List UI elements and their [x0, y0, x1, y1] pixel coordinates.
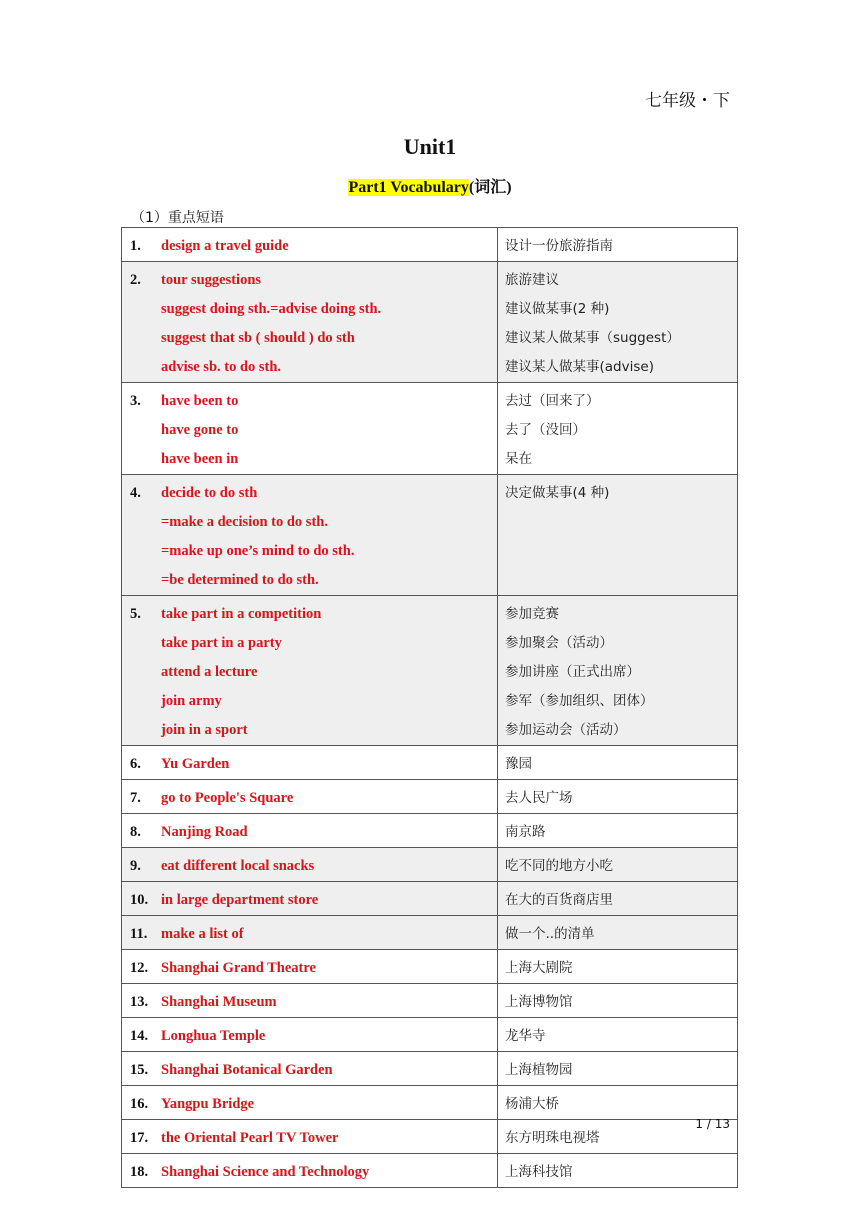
phrase-line: [130, 324, 497, 353]
vocab-row: [122, 950, 738, 984]
vocabulary-table: [121, 227, 738, 1188]
vocab-row: [122, 475, 738, 596]
meaning-text: 上海博物馆: [505, 994, 573, 1010]
phrase-text: Shanghai Museum: [161, 994, 277, 1010]
phrase-cell: [122, 950, 498, 984]
vocab-row: [122, 1052, 738, 1086]
meaning-cell: [498, 882, 738, 916]
phrase-line: [130, 266, 497, 295]
meaning-text: 参加聚会（活动）: [505, 635, 613, 651]
row-number: 5.: [130, 606, 141, 622]
phrase-text: design a travel guide: [161, 238, 289, 254]
phrase-line: [130, 954, 497, 983]
row-number: 15.: [130, 1062, 149, 1078]
phrase-line: [130, 988, 497, 1017]
meaning-cell: [498, 1086, 738, 1120]
phrase-line: [130, 566, 497, 595]
row-number: 14.: [130, 1028, 149, 1044]
phrase-text: Yangpu Bridge: [161, 1096, 255, 1112]
phrase-text: have gone to: [161, 422, 239, 438]
meaning-text: 去人民广场: [505, 790, 573, 806]
phrase-text: join army: [161, 693, 222, 709]
meaning-text: 吃不同的地方小吃: [505, 858, 613, 874]
phrase-cell: [122, 228, 498, 262]
phrase-cell: [122, 780, 498, 814]
phrase-cell: [122, 1086, 498, 1120]
meaning-text: 做一个..的清单: [505, 926, 595, 942]
row-number: 3.: [130, 393, 141, 409]
vocab-row: [122, 848, 738, 882]
phrase-text: in large department store: [161, 892, 319, 908]
phrase-text: join in a sport: [161, 722, 248, 738]
phrase-line: [130, 387, 497, 416]
phrase-cell: [122, 596, 498, 746]
meaning-text: 参加竞赛: [505, 606, 559, 622]
part-title: [0, 174, 860, 197]
meaning-text: 建议某人做某事（suggest）: [505, 330, 680, 346]
meaning-cell: [498, 383, 738, 475]
phrase-line: [130, 629, 497, 658]
vocab-row: [122, 1018, 738, 1052]
meaning-cell: [498, 814, 738, 848]
phrase-text: =make a decision to do sth.: [161, 514, 328, 530]
unit-title: Unit1: [403, 134, 457, 159]
row-number: 18.: [130, 1164, 149, 1180]
phrase-cell: [122, 475, 498, 596]
phrase-text: eat different local snacks: [161, 858, 315, 874]
phrase-text: Nanjing Road: [161, 824, 248, 840]
phrase-line: [130, 687, 497, 716]
meaning-text: 上海植物园: [505, 1062, 573, 1078]
phrase-line: [130, 750, 497, 779]
phrase-cell: [122, 1052, 498, 1086]
meaning-cell: [498, 916, 738, 950]
phrase-cell: [122, 1154, 498, 1188]
row-number: 7.: [130, 790, 141, 806]
phrase-line: [130, 1056, 497, 1085]
phrase-text: Shanghai Grand Theatre: [161, 960, 316, 976]
grade-label: 七年级・下: [645, 91, 730, 111]
meaning-text: 龙华寺: [505, 1028, 546, 1044]
meaning-text: 呆在: [505, 451, 532, 467]
phrase-text: attend a lecture: [161, 664, 258, 680]
phrase-text: the Oriental Pearl TV Tower: [161, 1130, 339, 1146]
phrase-cell: [122, 916, 498, 950]
phrase-text: Yu Garden: [161, 756, 230, 772]
meaning-cell: [498, 475, 738, 596]
phrase-text: decide to do sth: [161, 485, 258, 501]
vocab-row: [122, 814, 738, 848]
meaning-text: 参加运动会（活动）: [505, 722, 627, 738]
phrase-line: [130, 508, 497, 537]
meaning-text: 上海大剧院: [505, 960, 573, 976]
phrase-line: [130, 416, 497, 445]
phrase-text: =make up one’s mind to do sth.: [161, 543, 355, 559]
phrase-line: [130, 1022, 497, 1051]
row-number: 11.: [130, 926, 148, 942]
meaning-text: 参军（参加组织、团体）: [505, 693, 654, 709]
phrase-line: [130, 1090, 497, 1119]
phrase-line: [130, 295, 497, 324]
row-number: 10.: [130, 892, 149, 908]
phrase-text: advise sb. to do sth.: [161, 359, 282, 375]
phrase-cell: [122, 984, 498, 1018]
vocab-row: [122, 1154, 738, 1188]
vocab-row: [122, 916, 738, 950]
phrase-line: [130, 600, 497, 629]
phrase-line: [130, 886, 497, 915]
phrase-line: [130, 232, 497, 261]
meaning-cell: [498, 1052, 738, 1086]
meaning-text: 南京路: [505, 824, 546, 840]
phrase-line: [130, 818, 497, 847]
vocab-row: [122, 746, 738, 780]
row-number: 6.: [130, 756, 141, 772]
vocab-row: [122, 596, 738, 746]
meaning-text: 建议做某事(2 种): [505, 301, 610, 317]
meaning-cell: [498, 228, 738, 262]
row-number: 8.: [130, 824, 141, 840]
phrase-cell: [122, 814, 498, 848]
phrase-text: Shanghai Botanical Garden: [161, 1062, 333, 1078]
phrase-line: [130, 479, 497, 508]
meaning-text: 去过（回来了）: [505, 393, 600, 409]
phrase-cell: [122, 262, 498, 383]
row-number: 1.: [130, 238, 141, 254]
vocab-row: [122, 1086, 738, 1120]
vocab-row: [122, 228, 738, 262]
phrase-line: [130, 852, 497, 881]
section-title: （1）重点短语: [131, 210, 224, 226]
row-number: 2.: [130, 272, 141, 288]
part-title-highlight: Part1 Vocabulary: [348, 179, 469, 196]
meaning-cell: [498, 1154, 738, 1188]
meaning-cell: [498, 1018, 738, 1052]
phrase-line: [130, 658, 497, 687]
vocab-row: [122, 383, 738, 475]
vocabulary-table-body: [122, 228, 738, 1188]
phrase-text: have been in: [161, 451, 239, 467]
vocab-row: [122, 780, 738, 814]
meaning-text: 建议某人做某事(advise): [505, 359, 654, 375]
meaning-text: 参加讲座（正式出席）: [505, 664, 640, 680]
row-number: 16.: [130, 1096, 149, 1112]
phrase-text: have been to: [161, 393, 239, 409]
meaning-text: 杨浦大桥: [505, 1096, 559, 1112]
page-number: 1 / 13: [695, 1117, 730, 1131]
phrase-cell: [122, 1120, 498, 1154]
vocab-row: [122, 984, 738, 1018]
row-number: 4.: [130, 485, 141, 501]
phrase-cell: [122, 848, 498, 882]
phrase-line: [130, 1124, 497, 1153]
meaning-cell: [498, 984, 738, 1018]
meaning-cell: [498, 780, 738, 814]
phrase-cell: [122, 746, 498, 780]
phrase-line: [130, 537, 497, 566]
vocab-row: [122, 1120, 738, 1154]
phrase-text: Longhua Temple: [161, 1028, 266, 1044]
phrase-line: [130, 716, 497, 745]
phrase-cell: [122, 1018, 498, 1052]
meaning-cell: [498, 848, 738, 882]
meaning-cell: [498, 262, 738, 383]
meaning-text: 豫园: [505, 756, 532, 772]
vocab-row: [122, 882, 738, 916]
row-number: 13.: [130, 994, 149, 1010]
meaning-text: 旅游建议: [505, 272, 559, 288]
meaning-cell: [498, 596, 738, 746]
part-title-suffix: (词汇): [468, 179, 512, 196]
meaning-text: 设计一份旅游指南: [505, 238, 613, 254]
phrase-text: Shanghai Science and Technology: [161, 1164, 370, 1180]
meaning-text: 决定做某事(4 种): [505, 485, 610, 501]
phrase-line: [130, 445, 497, 474]
phrase-text: tour suggestions: [161, 272, 262, 288]
phrase-cell: [122, 383, 498, 475]
row-number: 9.: [130, 858, 141, 874]
phrase-line: [130, 1158, 497, 1187]
phrase-text: suggest doing sth.=advise doing sth.: [161, 301, 382, 317]
phrase-line: [130, 353, 497, 382]
meaning-text: 上海科技馆: [505, 1164, 573, 1180]
row-number: 12.: [130, 960, 149, 976]
phrase-line: [130, 784, 497, 813]
phrase-text: take part in a party: [161, 635, 282, 651]
meaning-cell: [498, 950, 738, 984]
phrase-line: [130, 920, 497, 949]
phrase-text: take part in a competition: [161, 606, 322, 622]
meaning-text: 去了（没回）: [505, 422, 586, 438]
phrase-text: go to People's Square: [161, 790, 294, 806]
vocab-row: [122, 262, 738, 383]
phrase-cell: [122, 882, 498, 916]
meaning-text: 在大的百货商店里: [505, 892, 613, 908]
meaning-text: 东方明珠电视塔: [505, 1130, 600, 1146]
meaning-cell: [498, 746, 738, 780]
phrase-text: make a list of: [161, 926, 244, 942]
phrase-text: suggest that sb ( should ) do sth: [161, 330, 355, 346]
row-number: 17.: [130, 1130, 149, 1146]
phrase-text: =be determined to do sth.: [161, 572, 319, 588]
